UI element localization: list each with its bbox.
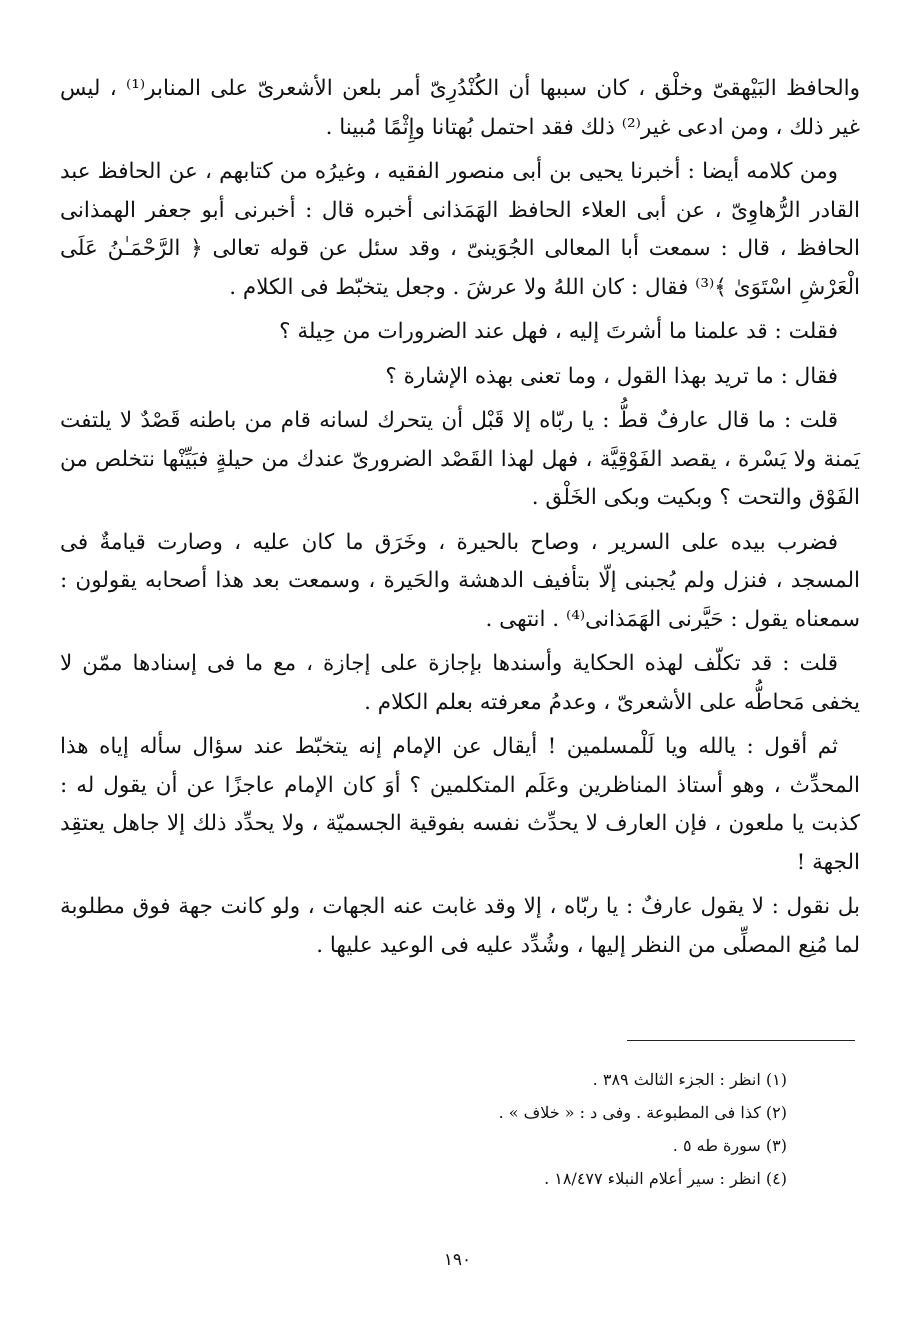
paragraph-1: والحافظ البَيْهقىّ وخلْق ، كان سببها أن الكُنْدُرِىّ أمر بلعن الأشعرىّ على المنابر⁽¹⁾ ، ليس غير ذلك ، ومن ادعى غير⁽²⁾ ذلك فقد احتمل بُهتانا وإِثْمًا مُبينا . [60, 76, 860, 140]
paragraph-8: ثم أقول : يالله ويا لَلْمسلمين ! أيقال عن الإمام إنه يتخبّط عند سؤال سأله إياه هذا المحدِّث ، وهو أستاذ المناظرين وعَلَم المتكلمين ؟ أوَ كان الإمام عاجزًا عن أن يقول له : كذبت يا ملعون ، فإن العارف لا يحدِّث نفسه بفوقية الجسميّة ، ولا يحدِّد ذلك إلا جاهل يعتقِد الجهة ! [60, 734, 860, 875]
paragraph-7: قلت : قد تكلّف لهذه الحكاية وأسندها بإجازة على إجازة ، مع ما فى إسنادها ممّن لا يخفى مَحاطُّه على الأشعرىّ ، وعدمُ معرفته بعلم الكلام . [60, 651, 860, 715]
main-text [60, 70, 860, 971]
paragraph-3: فقلت : قد علمنا ما أشرتَ إليه ، فهل عند الضرورات من حِيلة ؟ [279, 319, 838, 344]
paragraph-4: فقال : ما تريد بهذا القول ، وما تعنى بهذه الإشارة ؟ [385, 363, 838, 389]
paragraph-2: ومن كلامه أيضا : أخبرنا يحيى بن أبى منصور الفقيه ، وغيرُه من كتابهم ، عن الحافظ عبد القادر الرُّهاوِىّ ، عن أبى العلاء الحافظ الهَمَذانى أخبره قال : أخبرنى أبو جعفر الهمذانى الحافظ ، قال : سمعت أبا المعالى الجُوَينىّ ، وقد سئل عن قوله تعالى ﴿ الرَّحْمَـٰنُ عَلَى الْعَرْشِ اسْتَوَىٰ ﴾⁽³⁾ فقال : كان اللهُ ولا عرشَ . وجعل يتخبّط فى الكلام . [60, 159, 860, 300]
footnote-separator [627, 1040, 855, 1041]
page-number: ١٩٠ [443, 1250, 472, 1270]
footnotes [267, 1063, 787, 1195]
paragraph-9: بل نقول : لا يقول عارفٌ : يا ربّاه ، إلا وقد غابت عنه الجهات ، ولو كانت جهة فوق مطلوبة لما مُنِع المصلِّى من النظر إليها ، وشُدِّد عليه فى الوعيد عليها . [60, 894, 860, 958]
paragraph-5: قلت : ما قال عارفٌ قطُّ : يا ربّاه إلا قَبْل أن يتحرك لسانه قام من باطنه قَصْدٌ لا يلتفت يَمنة ولا يَسْرة ، يقصد الفَوْقِيَّة ، فهل لهذا القَصْد الضرورىّ عندك من حيلةٍ فبَيِّنْها نتخلص من الفَوْق والتحت ؟ وبكيت وبكى الخَلْق . [60, 408, 860, 510]
footnote-4: (٤) انظر : سير أعلام النبلاء ١٨/٤٧٧ . [544, 1169, 787, 1188]
footnote-3: (٣) سورة طه ٥ . [672, 1136, 787, 1155]
footnote-1: (١) انظر : الجزء الثالث ٣٨٩ . [592, 1070, 787, 1089]
paragraph-6: فضرب بيده على السرير ، وصاح بالحيرة ، وخَرَق ما كان عليه ، وصارت قيامةٌ فى المسجد ، فنزل ولم يُجبنى إلّا بتأفيف الدهشة والحَيرة ، وسمعت بعد هذا أصحابه يقولون : سمعناه يقول : حَيَّرنى الهَمَذانى⁽⁴⁾ . انتهى . [60, 529, 860, 632]
footnote-2: (٢) كذا فى المطبوعة . وفى د : « خلاف » . [498, 1103, 787, 1122]
